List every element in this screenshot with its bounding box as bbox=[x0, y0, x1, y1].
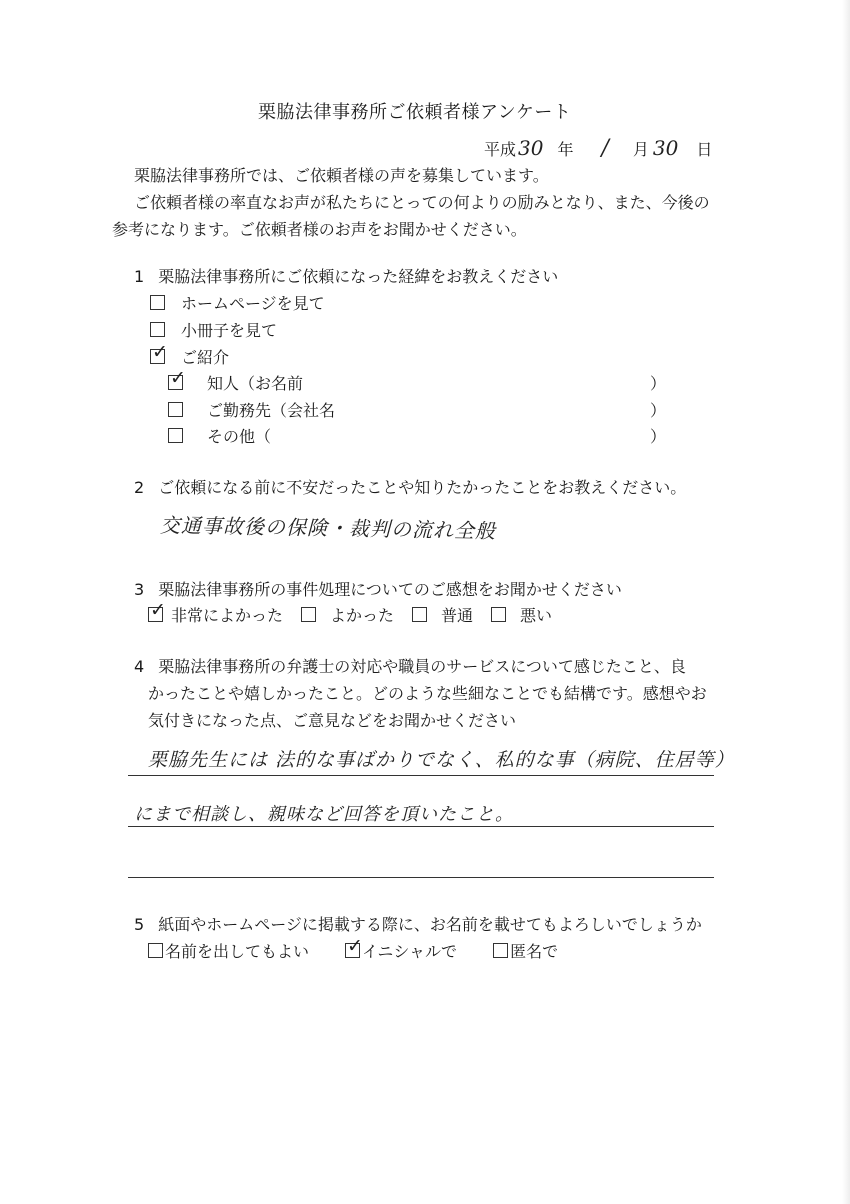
q3-option-normal: 普通 bbox=[441, 606, 474, 625]
q4-answer-line-1[interactable]: 栗脇先生には 法的な事ばかりでなく、私的な事（病院、住居等） bbox=[148, 749, 735, 771]
q4-number: 4 bbox=[134, 657, 145, 676]
scan-edge bbox=[842, 0, 850, 1204]
q3-option-good: よかった bbox=[330, 606, 395, 625]
q5-number: 5 bbox=[134, 915, 145, 934]
q2-heading bbox=[134, 475, 686, 498]
q1-sub-workplace-close: ） bbox=[650, 401, 667, 420]
checkbox-icon[interactable] bbox=[491, 607, 506, 622]
q1-option-homepage[interactable]: ホームページを見て bbox=[150, 291, 325, 314]
q3-option-bad: 悪い bbox=[520, 606, 553, 625]
checkbox-icon[interactable] bbox=[150, 295, 165, 310]
checkbox-icon[interactable] bbox=[148, 943, 163, 958]
q5-text: 紙面やホームページに掲載する際に、お名前を載せてもよろしいでしょうか bbox=[158, 915, 702, 934]
checkbox-checked-icon[interactable] bbox=[168, 375, 183, 390]
q4-heading-line-1: 4 栗脇法律事務所の弁護士の対応や職員のサービスについて感じたこと、良 bbox=[134, 657, 686, 676]
q1-text: 栗脇法律事務所にご依頼になった経緯をお教えください bbox=[158, 267, 559, 286]
date-day-value[interactable]: 30 bbox=[652, 136, 679, 160]
q2-answer[interactable]: 交通事故後の保険・裁判の流れ全般 bbox=[159, 513, 497, 543]
q1-heading bbox=[134, 264, 558, 287]
checkbox-icon[interactable] bbox=[301, 607, 316, 622]
q2-number: 2 bbox=[134, 478, 145, 497]
date-month-label: 月 bbox=[632, 140, 649, 159]
q4-heading-line-3: 気付きになった点、ご意見などをお聞かせください bbox=[148, 711, 517, 730]
q5-option-anonymous: 匿名で bbox=[510, 942, 559, 961]
q1-option-referral[interactable]: ✓ ご紹介 bbox=[150, 345, 229, 368]
q2-text: ご依頼になる前に不安だったことや知りたかったことをお教えください。 bbox=[158, 478, 687, 497]
checkbox-icon[interactable] bbox=[412, 607, 427, 622]
q5-heading bbox=[134, 912, 702, 935]
date-year-value[interactable]: 30 bbox=[518, 136, 544, 160]
q1-sub-workplace[interactable]: ご勤務先（会社名 bbox=[168, 398, 335, 421]
intro-line-3: 参考になります。ご依頼者様のお声をお聞かせください。 bbox=[112, 220, 527, 239]
checkbox-checked-icon[interactable] bbox=[148, 607, 163, 622]
date-era: 平成 bbox=[484, 140, 517, 159]
checkbox-icon[interactable] bbox=[168, 402, 183, 417]
q1-sub-other[interactable]: その他（ bbox=[168, 424, 271, 447]
intro-line-1: 栗脇法律事務所では、ご依頼者様の声を募集しています。 bbox=[134, 166, 549, 185]
q5-option-initials: イニシャルで bbox=[362, 942, 458, 961]
q5-options bbox=[148, 939, 558, 962]
intro-line-2: ご依頼者様の率直なお声が私たちにとっての何よりの励みとなり、また、今後の bbox=[134, 193, 710, 212]
checkbox-checked-icon[interactable] bbox=[150, 349, 165, 364]
checkbox-icon[interactable] bbox=[168, 428, 183, 443]
q3-options bbox=[148, 603, 552, 626]
q1-sub-acquaintance[interactable]: ✓ 知人（お名前 bbox=[168, 371, 303, 394]
q3-heading bbox=[134, 577, 622, 600]
checkbox-checked-icon[interactable] bbox=[345, 943, 360, 958]
date-month-value[interactable]: / bbox=[601, 136, 609, 161]
answer-rule-3 bbox=[128, 877, 714, 878]
q1-sub-other-close: ） bbox=[650, 427, 667, 446]
checkbox-icon[interactable] bbox=[150, 322, 165, 337]
date-year-label: 年 bbox=[557, 140, 574, 159]
date-line bbox=[484, 136, 712, 161]
answer-rule-2 bbox=[128, 826, 714, 827]
answer-rule-1 bbox=[128, 775, 714, 776]
q4-answer-line-2[interactable]: にまで相談し、親味など回答を頂いたこと。 bbox=[134, 804, 514, 825]
q3-number: 3 bbox=[134, 580, 145, 599]
q1-option-booklet[interactable]: 小冊子を見て bbox=[150, 318, 277, 341]
q1-number: 1 bbox=[134, 267, 145, 286]
q3-text: 栗脇法律事務所の事件処理についてのご感想をお聞かせください bbox=[158, 580, 622, 599]
q4-heading-line-2: かったことや嬉しかったこと。どのような些細なことでも結構です。感想やお bbox=[148, 684, 707, 703]
page-title: 栗脇法律事務所ご依頼者様アンケート bbox=[258, 102, 572, 123]
q1-sub-acquaintance-close: ） bbox=[650, 374, 667, 393]
q3-option-very-good: 非常によかった bbox=[171, 606, 284, 625]
date-day-label: 日 bbox=[696, 140, 713, 159]
checkbox-icon[interactable] bbox=[493, 943, 508, 958]
q5-option-name-ok: 名前を出してもよい bbox=[165, 942, 310, 961]
